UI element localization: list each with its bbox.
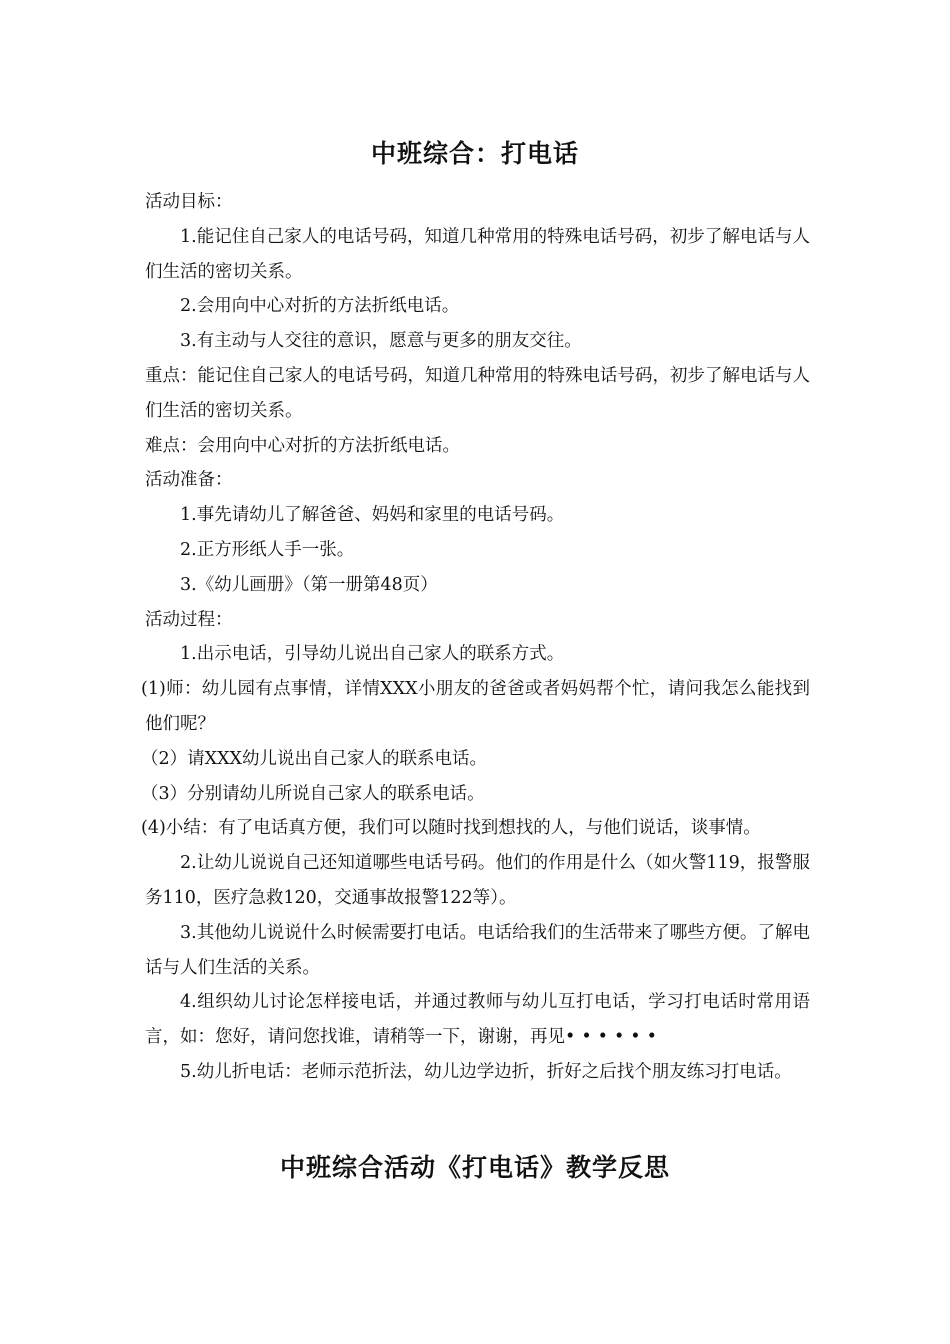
goals-heading: 活动目标： [145, 192, 233, 212]
document-body [141, 185, 810, 1090]
process-heading: 活动过程： [145, 609, 233, 630]
process-substep-3: （3）分别请幼儿所说自己家人的联系电话。 [141, 783, 485, 804]
process-step-1: 1.出示电话，引导幼儿说出自己家人的联系方式。 [180, 644, 565, 665]
goal-item-2: 2.会用向中心对折的方法折纸电话。 [180, 296, 460, 317]
process-substep-1: (1)师：幼儿园有点事情，详情XXX小朋友的爸爸或者妈妈帮个忙，请问我怎么能找到他们呢？ [141, 679, 810, 734]
process-step-5: 5.幼儿折电话：老师示范折法，幼儿边学边折，折好之后找个朋友练习打电话。 [180, 1061, 792, 1082]
process-step-4-text: 4.组织幼儿讨论怎样接电话，并通过教师与幼儿互打电话，学习打电话时常用语言，如：您好，请问您找谁，请稍等一下，谢谢，再见 [145, 992, 810, 1048]
process-step-4 [145, 985, 810, 1055]
process-substep-4: (4)小结：有了电话真方便，我们可以随时找到想找的人，与他们说话，谈事情。 [141, 818, 761, 839]
prep-item-2: 2.正方形纸人手一张。 [180, 539, 355, 560]
prep-item-1: 1.事先请幼儿了解爸爸、妈妈和家里的电话号码。 [180, 505, 565, 526]
key-point: 重点：能记住自己家人的电话号码，知道几种常用的特殊电话号码，初步了解电话与人们生活的密切关系。 [145, 365, 810, 421]
reflection-title: 中班综合活动《打电话》教学反思 [279, 1153, 670, 1182]
process-step-2: 2.让幼儿说说自己还知道哪些电话号码。他们的作用是什么（如火警119，报警服务110，医疗急救120，交通事故报警122等）。 [145, 853, 810, 908]
document-title: 中班综合：打电话 [370, 139, 579, 168]
prep-item-3: 3.《幼儿画册》（第一册第48页） [180, 574, 438, 595]
prep-heading: 活动准备： [145, 470, 233, 491]
goal-item-3: 3.有主动与人交往的意识，愿意与更多的朋友交往。 [180, 331, 582, 352]
goal-item-1: 1.能记住自己家人的电话号码，知道几种常用的特殊电话号码，初步了解电话与人们生活的密切关系。 [145, 226, 810, 282]
process-step-3: 3.其他幼儿说说什么时候需要打电话。电话给我们的生活带来了哪些方便。了解电话与人们生活的关系。 [145, 922, 810, 978]
process-substep-2: （2）请XXX幼儿说出自己家人的联系电话。 [141, 748, 488, 769]
ellipsis-dots: •••••• [565, 1027, 663, 1048]
difficulty-point: 难点：会用向中心对折的方法折纸电话。 [145, 435, 460, 456]
